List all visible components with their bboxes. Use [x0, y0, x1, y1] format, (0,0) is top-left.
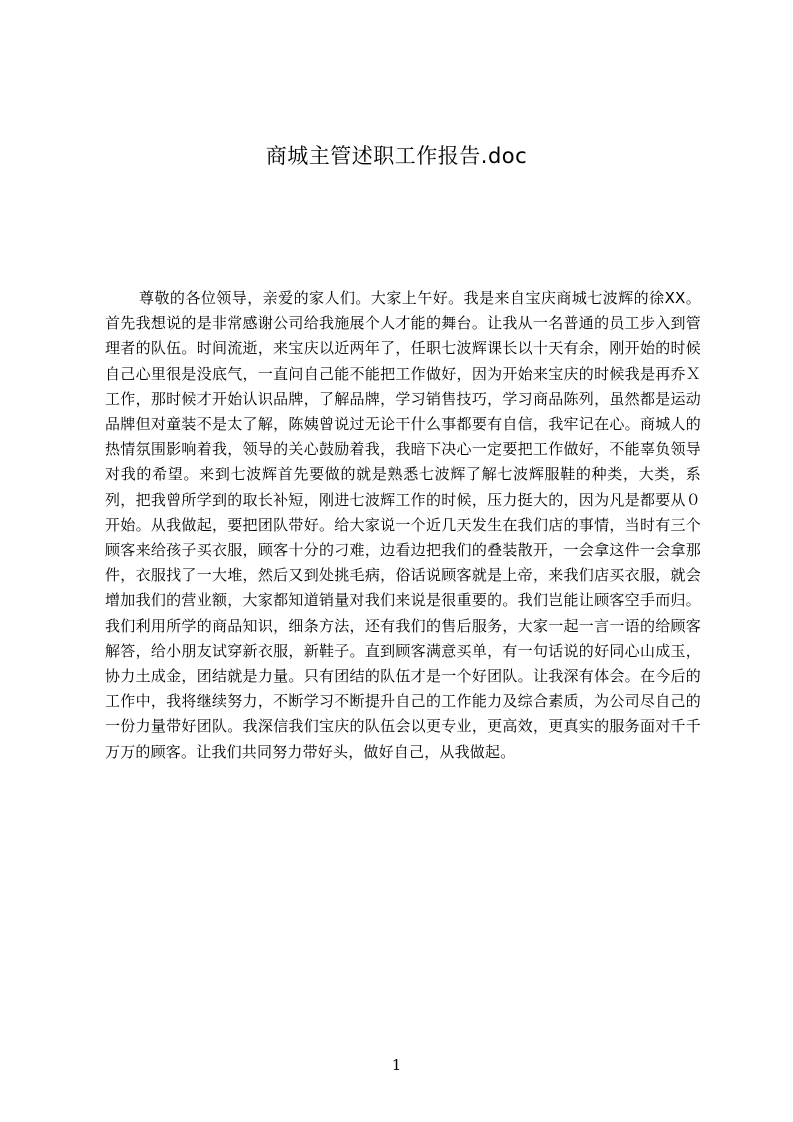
document-title: 商城主管述职工作报告.doc	[265, 144, 528, 168]
page-number: 1	[391, 1056, 402, 1074]
document-body-paragraph: 尊敬的各位领导，亲爱的家人们。大家上午好。我是来自宝庆商城七波辉的徐XX。首先我想说的是非常感谢公司给我施展个人才能的舞台。让我从一名普通的员工步入到管理者的队伍。时间流逝，来宝庆以近两年了，任职七波辉课长以十天有余，刚开始的时候自己心里很是没底气，一直问自己能不能把工作做好，因为开始来宝庆的时候我是再乔Ｘ工作，那时候才开始认识品牌，了解品牌，学习销售技巧，学习商品陈列，虽然都是运动品牌但对童装不是太了解，陈姨曾说过无论干什么事都要有自信，我牢记在心。商城人的热情氛围影响着我，领导的关心鼓励着我，我暗下决心一定要把工作做好，不能辜负领导对我的希望。来到七波辉首先要做的就是熟悉七波辉了解七波辉服鞋的种类，大类，系列，把我曾所学到的取长补短，刚进七波辉工作的时候，压力挺大的，因为凡是都要从０开始。从我做起，要把团队带好。给大家说一个近几天发生在我们店的事情，当时有三个顾客来给孩子买衣服，顾客十分的刁难，边看边把我们的叠装散开，一会拿这件一会拿那件，衣服找了一大堆，然后又到处挑毛病，俗话说顾客就是上帝，来我们店买衣服，就会增加我们的营业额，大家都知道销量对我们来说是很重要的。我们岂能让顾客空手而归。我们利用所学的商品知识，细条方法，还有我们的售后服务，大家一起一言一语的给顾客解答，给小朋友试穿新衣服，新鞋子。直到顾客满意买单，有一句话说的好同心山成玉，协力土成金，团结就是力量。只有团结的队伍才是一个好团队。让我深有体会。在今后的工作中，我将继续努力，不断学习不断提升自己的工作能力及综合素质，为公司尽自己的一份力量带好团队。我深信我们宝庆的队伍会以更专业，更高效，更真实的服务面对千千万万的顾客。让我们共同努力带好头，做好自己，从我做起。	[105, 289, 701, 761]
